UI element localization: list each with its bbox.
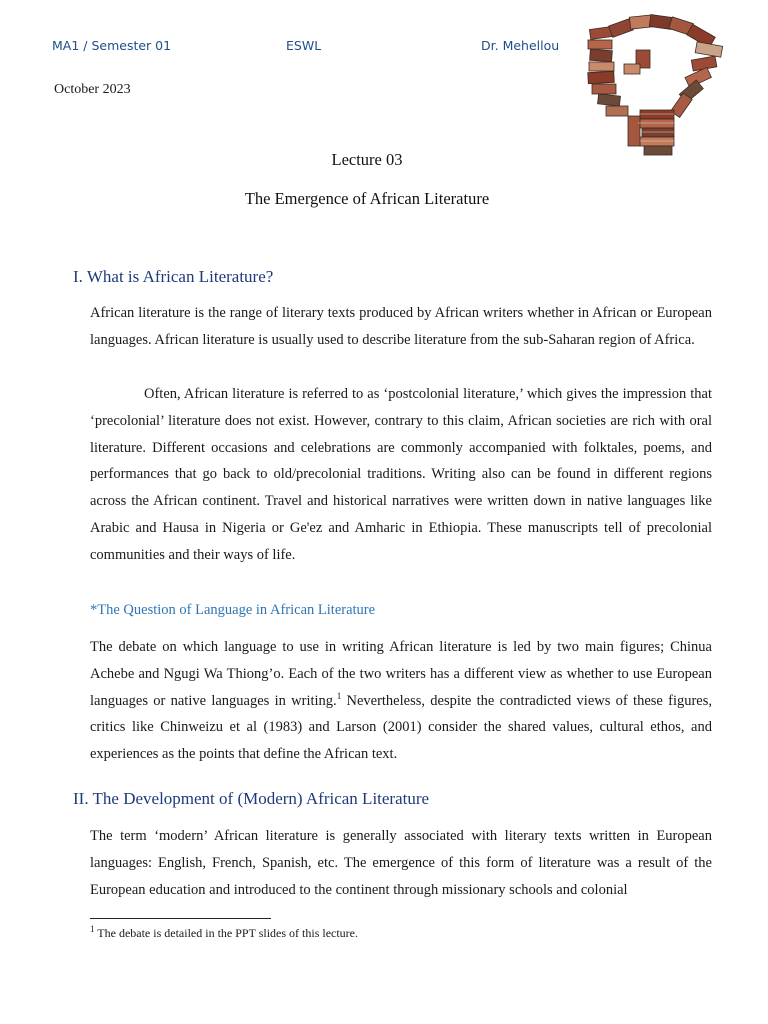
teacher-label: Dr. Mehellou	[481, 38, 560, 53]
lecture-number: Lecture 03	[331, 150, 403, 169]
paragraph-oral-literature-text: Often, African literature is referred to as ‘postcolonial literature,’ which gives the impression that ‘precolonial’ literature does not exist. However, contrary to this claim, African societies are rich with oral literature. Different occasions and celebrations are commonly accompanied with folktales, poems, and performances that go back to old/precolonial traditions. Writing also can be found in different regions across the African continent. Travel and historical narratives were written down in native languages like Arabic and Hausa in Nigeria or Ge'ez and Amharic in Ethiopia. These manuscripts tell of precolonial communities and their ways of life.	[90, 386, 712, 563]
footnote-number: 1	[90, 924, 95, 934]
footnote-ref[interactable]: 1	[336, 690, 342, 701]
paragraph-oral-literature	[90, 381, 712, 569]
paragraph-definition: African literature is the range of literary texts produced by African writers whether in African or European languages. African literature is usually used to describe literature from the sub-Saharan region of Africa.	[90, 305, 712, 348]
section-heading-2: II. The Development of (Modern) African Literature	[73, 789, 430, 808]
africa-books-illustration	[584, 12, 728, 158]
footnote-text: The debate is detailed in the PPT slides of this lecture.	[94, 926, 359, 940]
footnote-divider	[90, 918, 271, 919]
lecture-title: The Emergence of African Literature	[244, 189, 490, 208]
paragraph-modern-literature: The term ‘modern’ African literature is generally associated with literary texts written in European languages: English, French, Spanish, etc. The emergence of this form of literature was a result of the European education and introduced to the continent through missionary schools and colonial	[90, 828, 712, 898]
document-date: October 2023	[54, 82, 131, 97]
course-label: MA1 / Semester 01	[52, 38, 172, 53]
section-heading-1: I. What is African Literature?	[73, 267, 274, 286]
subsection-heading: *The Question of Language in African Literature	[90, 602, 376, 618]
paragraph-language-debate-b: Nevertheless, despite the contradicted views of these figures, critics like Chinweizu et al (1983) and Larson (2001) consider the shared values, cultural ethos, and experiences as the points that define the African text.	[90, 692, 713, 763]
paragraph-language-debate	[90, 634, 712, 768]
paragraph-language-debate-a: The debate on which language to use in writing African literature is led by two main figures; Chinua Achebe and Ngugi Wa Thiong’o. Each of the two writers has a different view as whether to use European languages or native languages in writing.	[90, 639, 712, 709]
module-label: ESWL	[286, 38, 322, 53]
footnote	[90, 926, 358, 941]
